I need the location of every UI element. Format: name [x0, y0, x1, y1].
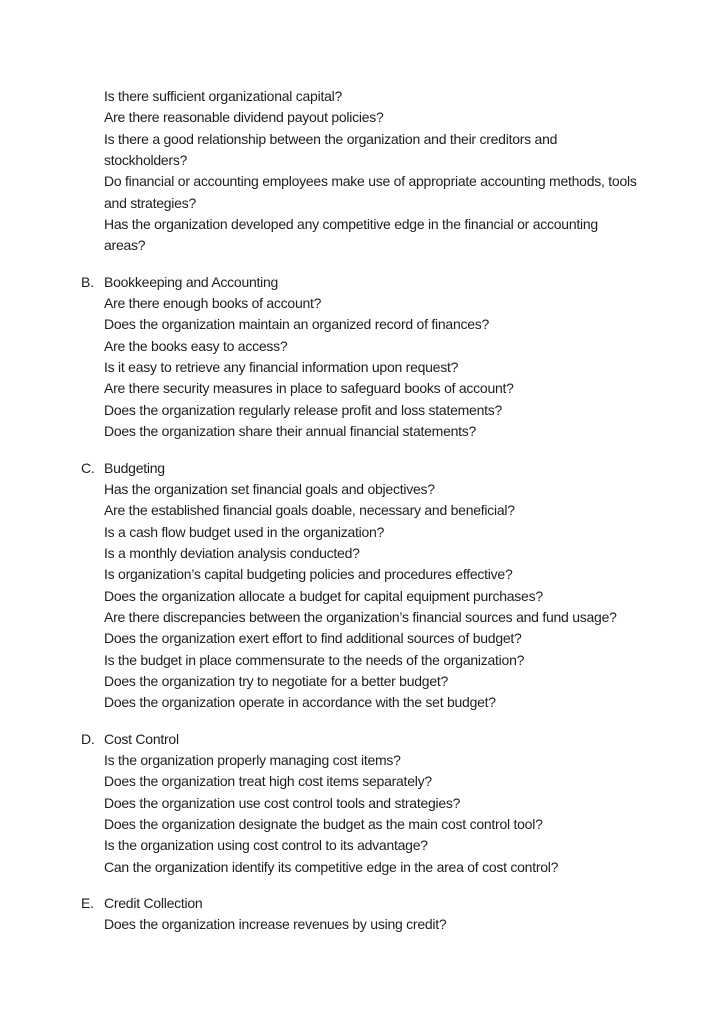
question-line: Are there discrepancies between the organization’s financial sources and fund usage? — [104, 608, 617, 625]
section-letter: E. — [81, 895, 94, 912]
question-line: Has the organization set financial goals and objectives? — [104, 480, 435, 497]
question-line: Does the organization try to negotiate for a better budget? — [104, 672, 449, 689]
question-line: Is organization’s capital budgeting policies and procedures effective? — [104, 566, 513, 583]
question-line: Does the organization use cost control tools and strategies? — [104, 794, 461, 811]
question-line: Do financial or accounting employees make use of appropriate accounting methods, tools — [104, 173, 637, 190]
question-line: Is the budget in place commensurate to the needs of the organization? — [104, 651, 525, 668]
section-b — [81, 272, 691, 443]
question-line: Are the books easy to access? — [104, 337, 288, 354]
section-e — [81, 893, 691, 936]
section-letter: C. — [81, 459, 95, 476]
question-line: Is a cash flow budget used in the organization? — [104, 523, 385, 540]
question-line: Has the organization developed any competitive edge in the financial or accounting — [104, 216, 598, 233]
section-header — [81, 272, 691, 293]
question-line: Does the organization increase revenues by using credit? — [104, 916, 447, 933]
document-content — [81, 86, 691, 936]
question-line: Does the organization treat high cost items separately? — [104, 773, 432, 790]
section-header — [81, 729, 691, 750]
question-line: Does the organization regularly release profit and loss statements? — [104, 401, 503, 418]
question-line: Is it easy to retrieve any financial information upon request? — [104, 359, 459, 376]
question-line: Does the organization maintain an organized record of finances? — [104, 316, 490, 333]
section-letter: B. — [81, 273, 94, 290]
section-c — [81, 458, 691, 714]
section-title: Cost Control — [104, 730, 179, 747]
section-title: Budgeting — [104, 459, 165, 476]
question-line: Is the organization using cost control to its advantage? — [104, 837, 428, 854]
checklist-sections — [81, 272, 691, 936]
question-line: Is there sufficient organizational capital? — [104, 88, 343, 104]
section-header — [81, 458, 691, 479]
question-line: Does the organization share their annual financial statements? — [104, 423, 477, 440]
question-line: Is there a good relationship between the organization and their creditors and — [104, 130, 558, 147]
question-line: Does the organization designate the budget as the main cost control tool? — [104, 816, 543, 832]
question-line: Is the organization properly managing cost items? — [104, 751, 401, 768]
question-line: Can the organization identify its competitive edge in the area of cost control? — [104, 858, 559, 875]
question-line: Is a monthly deviation analysis conducted? — [104, 544, 360, 561]
section-d — [81, 729, 691, 878]
question-line: Are there enough books of account? — [104, 295, 322, 312]
question-line: areas? — [104, 237, 146, 254]
question-line: Does the organization allocate a budget for capital equipment purchases? — [104, 587, 543, 604]
question-line: Are there reasonable dividend payout policies? — [104, 109, 384, 126]
question-line: Does the organization operate in accordance with the set budget? — [104, 694, 496, 711]
continuation-questions — [81, 86, 691, 257]
question-line: Does the organization exert effort to find additional sources of budget? — [104, 630, 522, 647]
section-letter: D. — [81, 730, 95, 747]
question-line: and strategies? — [104, 194, 196, 211]
section-header — [81, 893, 691, 914]
question-line: Are the established financial goals doable, necessary and beneficial? — [104, 502, 515, 519]
section-title: Bookkeeping and Accounting — [104, 273, 279, 290]
question-line: stockholders? — [104, 152, 188, 169]
section-title: Credit Collection — [104, 895, 203, 912]
question-line: Are there security measures in place to safeguard books of account? — [104, 380, 514, 397]
